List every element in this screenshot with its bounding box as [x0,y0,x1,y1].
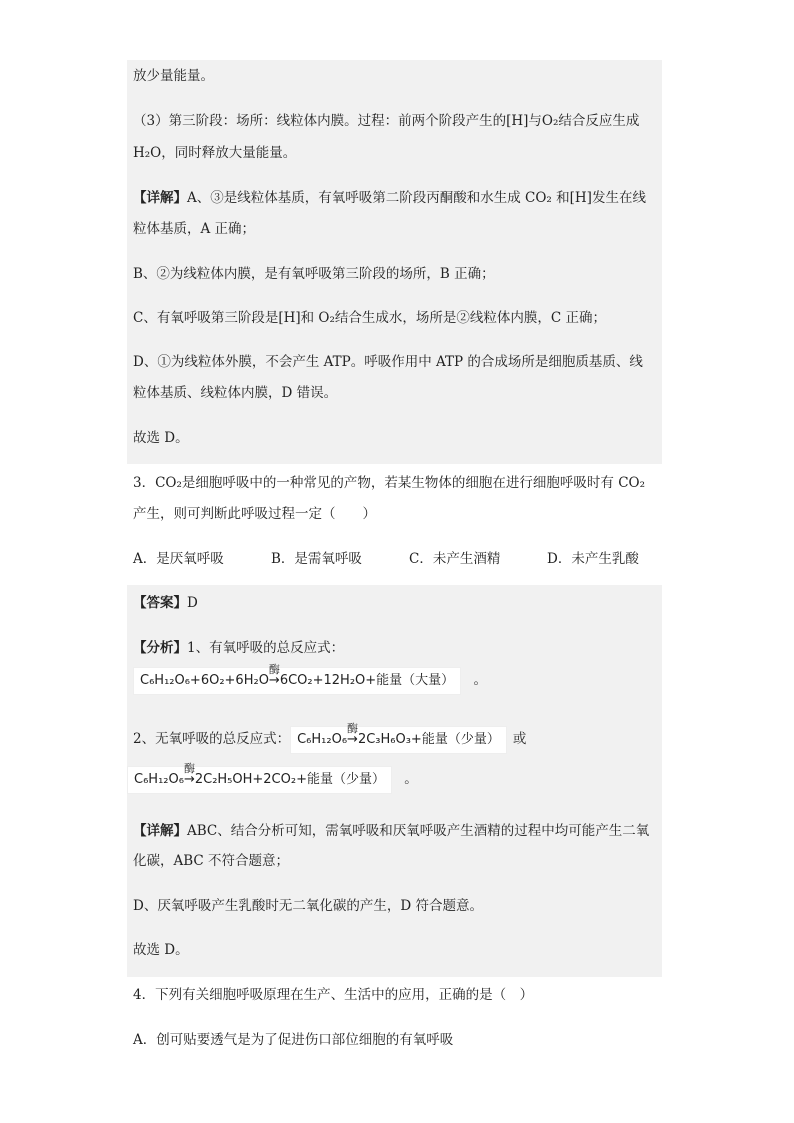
question-stem: 4．下列有关细胞呼吸原理在生产、生活中的应用，正确的是（ ） [133,987,534,1003]
arrow-icon: → [347,731,358,747]
formula-reactants: C₆H₁₂O₆+6O₂+6H₂O [140,672,269,688]
question-stem: 3．CO₂是细胞呼吸中的一种常见的产物，若某生物体的细胞在进行细胞呼吸时有 CO₂ [133,475,645,491]
text-line: D、①为线粒体外膜，不会产生 ATP。呼吸作用中 ATP 的合成场所是细胞质基质、线 [133,354,643,370]
detail-tag: 【详解】 [133,823,187,839]
formula-reactants: C₆H₁₂O₆ [134,771,184,787]
text-line: 粒体基质、线粒体内膜，D 错误。 [133,385,338,401]
period: 。 [404,771,418,787]
formula-line [133,662,487,695]
text-line: D、厌氧呼吸产生乳酸时无二氧化碳的产生，D 符合题意。 [133,898,483,914]
text-line: ABC、结合分析可知，需氧呼吸和厌氧呼吸产生酒精的过程中均可能产生二氧 [187,823,650,839]
option-a: A．创可贴要透气是为了促进伤口部位细胞的有氧呼吸 [133,1032,454,1048]
detail-tag: 【详解】 [133,190,187,206]
answer-tag: 【答案】 [133,595,187,611]
option-b: B．是需氧呼吸 [271,551,362,567]
answer-value: D [187,595,198,611]
text-line: 放少量能量。 [133,68,214,84]
formula-products: 2C₃H₆O₃+能量（少量） [357,731,500,747]
period: 。 [473,672,487,688]
formula-reactants: C₆H₁₂O₆ [297,731,348,747]
detail-line [133,188,646,208]
formula-line [133,721,527,754]
option-a: A．是厌氧呼吸 [133,551,224,567]
text-line: 2、无氧呼吸的总反应式： [133,731,291,747]
arrow-icon: → [268,672,280,688]
text-line: H₂O，同时释放大量能量。 [133,145,297,161]
text-line: B、②为线粒体内膜，是有氧呼吸第三阶段的场所，B 正确； [133,266,495,282]
formula-line [133,761,418,794]
formula-products: 6CO₂+12H₂O+能量（大量） [279,672,455,688]
text-line: 化碳，ABC 不符合题意； [133,853,290,869]
question-stem: 产生，则可判断此呼吸过程一定（ ） [133,506,376,522]
text-line: 粒体基质，A 正确； [133,221,256,237]
answer-line [133,593,198,613]
text-line: 1、有氧呼吸的总反应式： [187,640,345,656]
enzyme-label: 酶 [347,721,359,735]
text-line: 故选 D。 [133,942,189,958]
aerobic-formula [133,662,461,695]
text-line: A、③是线粒体基质，有氧呼吸第二阶段丙酮酸和水生成 CO₂ 和[H]发生在线 [187,190,646,206]
anaerobic-formula-alcohol [127,761,392,794]
enzyme-label: 酶 [268,662,280,676]
text-line: 故选 D。 [133,430,189,446]
enzyme-label: 酶 [183,761,195,775]
anaerobic-formula-lactic [290,721,507,754]
text-line: （3）第三阶段：场所：线粒体内膜。过程：前两个阶段产生的[H]与O₂结合反应生成 [133,113,640,129]
text-line: C、有氧呼吸第三阶段是[H]和 O₂结合生成水，场所是②线粒体内膜，C 正确； [133,310,607,326]
analysis-line [133,638,344,658]
or-text: 或 [512,731,527,747]
analysis-tag: 【分析】 [133,640,187,656]
option-c: C．未产生酒精 [409,551,501,567]
options-row [133,549,685,569]
formula-products: 2C₂H₅OH+2CO₂+能量（少量） [194,771,385,787]
arrow-icon: → [183,771,195,787]
detail-line [133,821,649,841]
option-d: D．未产生乳酸 [547,551,639,567]
